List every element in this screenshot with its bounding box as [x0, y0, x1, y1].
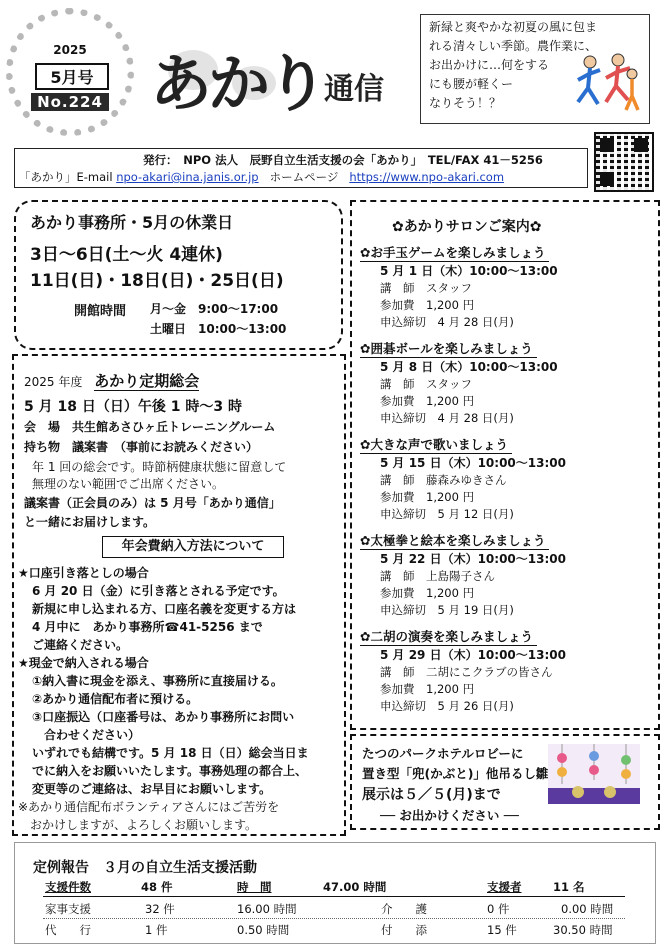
event-deadline: 申込締切 5 月 26 日(月) — [380, 699, 514, 713]
saturday-hours: 土曜日 10:00～13:00 — [150, 322, 287, 336]
event-date: 5 月 22 日（木）10:00～13:00 — [380, 552, 566, 566]
open-hours-label: 開館時間 — [74, 304, 127, 319]
event-lecturer: 講 師 藤森みゆきさん — [380, 473, 507, 487]
greeting-line: 新緑と爽やかな初夏の風に包ま — [429, 20, 598, 34]
event-fee: 参加費 1,200 円 — [380, 394, 475, 408]
publisher-bar — [14, 148, 588, 188]
report-cell: 0 件 — [487, 902, 510, 916]
email-label: 「あかり」E-mail — [19, 170, 113, 184]
event-deadline: 申込締切 5 月 19 日(月) — [380, 603, 514, 617]
salon-title: ✿あかりサロンご案内✿ — [392, 219, 542, 235]
event-fee: 参加費 1,200 円 — [380, 490, 475, 504]
report-head-label: 支援件数 — [45, 880, 91, 894]
fee-line: ★口座引き落としの場合 — [18, 566, 149, 580]
meeting-items: 持ち物 議案書 （事前にお読みください） — [24, 440, 259, 454]
hotel-line: たつのパークホテルロビーに — [362, 746, 524, 761]
closed-days-box — [14, 200, 343, 350]
event-fee: 参加費 1,200 円 — [380, 298, 475, 312]
greeting-line: れる清々しい季節。農作業に、 — [429, 39, 598, 53]
salon-event — [360, 242, 650, 331]
fee-line: 6 月 20 日（金）に引き落とされる予定です。 — [32, 584, 285, 598]
report-cell: 介 護 — [381, 902, 427, 916]
issue-number: No.224 — [31, 93, 109, 111]
report-title: 定例報告 ３月の自立生活支援活動 — [33, 860, 257, 876]
meeting-date: 5 月 18 日（日）午後 1 時～3 時 — [24, 399, 242, 415]
salon-event — [360, 530, 650, 619]
homepage-link[interactable]: https://www.npo-akari.com — [349, 170, 505, 184]
event-date: 5 月 1 日（木）10:00～13:00 — [380, 264, 558, 278]
salon-event — [360, 434, 650, 523]
report-head-value: 11 名 — [553, 880, 585, 894]
report-cell: 家事支援 — [45, 902, 91, 916]
hotel-line: ── お出かけください ── — [380, 808, 519, 823]
logo-main: あかり — [150, 47, 325, 120]
event-heading: ✿お手玉ゲームを楽しみましょう — [360, 243, 549, 262]
fee-line: ②あかり通信配布者に預ける。 — [32, 692, 199, 706]
hanging-dolls-picture — [548, 744, 640, 804]
qr-code-icon[interactable] — [594, 132, 654, 192]
greeting-line: にも腰が軽くー — [429, 77, 514, 91]
issue-year: 2025 — [53, 43, 87, 57]
fee-line: ご連絡ください。 — [32, 638, 129, 652]
report-head-label: 時 間 — [237, 880, 272, 894]
runners-illustration — [572, 52, 642, 118]
report-cell: 32 件 — [145, 902, 175, 916]
report-cell: 0.00 時間 — [561, 902, 614, 916]
event-deadline: 申込締切 5 月 12 日(月) — [380, 507, 514, 521]
publisher-info: 発行： NPO 法人 辰野自立生活支援の会「あかり」 TEL/FAX 41－5256 — [143, 153, 543, 167]
event-date: 5 月 15 日（木）10:00～13:00 — [380, 456, 566, 470]
meeting-note: 無理のない範囲でご出席ください。 — [32, 477, 225, 491]
salon-event — [360, 338, 650, 427]
fee-line: 4 月中に あかり事務所☎41-5256 まで — [32, 620, 263, 634]
report-cell: 0.50 時間 — [237, 923, 290, 937]
report-divider — [43, 896, 625, 897]
fee-line: おかけしますが、よろしくお願いします。 — [18, 818, 258, 832]
report-cell: 付 添 — [381, 923, 427, 937]
fiscal-year: 2025 年度 — [24, 375, 83, 389]
report-cell: 16.00 時間 — [237, 902, 297, 916]
event-date: 5 月 8 日（木）10:00～13:00 — [380, 360, 558, 374]
fee-line: でに納入をお願いいたします。事務処理の都合上、 — [32, 764, 308, 778]
event-heading: ✿囲碁ボールを楽しみましょう — [360, 339, 537, 358]
event-lecturer: 講 師 スタッフ — [380, 281, 472, 295]
event-deadline: 申込締切 4 月 28 日(月) — [380, 315, 514, 329]
report-cell: 15 件 — [487, 923, 517, 937]
fee-line: ①納入書に現金を添え、事務所に直接届ける。 — [32, 674, 283, 688]
report-cell: 30.50 時間 — [553, 923, 613, 937]
meeting-note: 年 1 回の総会です。時節柄健康状態に留意して — [32, 460, 287, 474]
email-link[interactable]: npo-akari@ina.janis.or.jp — [116, 170, 259, 184]
event-lecturer: 講 師 二胡にこクラブの皆さん — [380, 665, 553, 679]
event-fee: 参加費 1,200 円 — [380, 586, 475, 600]
issue-badge — [6, 8, 134, 136]
report-cell: 代 行 — [45, 923, 91, 937]
fee-line: ③口座振込（口座番号は、あかり事務所にお問い — [32, 710, 295, 724]
homepage-label: ホームページ — [269, 170, 339, 184]
fee-line: 合わせください） — [32, 728, 141, 742]
event-fee: 参加費 1,200 円 — [380, 682, 475, 696]
salon-event — [360, 626, 650, 715]
agenda-note: 議案書（正会員のみ）は 5 月号「あかり通信」 — [24, 496, 281, 510]
event-lecturer: 講 師 スタッフ — [380, 377, 472, 391]
contact-line — [19, 169, 504, 185]
logo-sub: 通信 — [324, 72, 385, 107]
event-date: 5 月 29 日（木）10:00～13:00 — [380, 648, 566, 662]
fee-payment-title: 年会費納入方法について — [102, 536, 284, 558]
event-heading: ✿太極拳と絵本を楽しみましょう — [360, 531, 549, 550]
meeting-heading — [24, 370, 199, 391]
event-heading: ✿二胡の演奏を楽しみましょう — [360, 627, 537, 646]
report-head-value: 47.00 時間 — [323, 880, 387, 894]
weekday-hours: 月～金 9:00～17:00 — [150, 302, 279, 316]
meeting-venue: 会 場 共生館あさひヶ丘トレーニングルーム — [24, 420, 276, 434]
issue-month: 5月号 — [35, 63, 109, 90]
closed-days-title: あかり事務所・5月の休業日 — [30, 213, 234, 232]
fee-line: いずれでも結構です。5 月 18 日（日）総会当日ま — [32, 746, 309, 760]
report-divider — [43, 918, 625, 919]
hotel-line: 置き型「兜(かぶと)」他吊るし雛 — [362, 766, 549, 781]
closed-days-line: 3日～6日(土～火 4連休) — [30, 245, 223, 265]
newsletter-logo — [150, 34, 384, 123]
hotel-exhibit-box — [350, 734, 660, 830]
report-head-label: 支援者 — [487, 880, 522, 894]
report-head-value: 48 件 — [141, 880, 173, 894]
monthly-report-box — [14, 842, 656, 944]
greeting-line: お出かけに…何をする — [429, 58, 550, 72]
closed-days-line: 11日(日)・18日(日)・25日(日) — [30, 271, 284, 291]
meeting-title: あかり定期総会 — [94, 372, 200, 390]
fee-line: ※あかり通信配布ボランティアさんにはご苦労を — [18, 800, 280, 814]
hotel-line: 展示は５／５(月)まで — [362, 787, 501, 803]
fee-line: 新規に申し込まれる方、口座名義を変更する方は — [32, 602, 297, 616]
event-deadline: 申込締切 4 月 28 日(月) — [380, 411, 514, 425]
event-lecturer: 講 師 上島陽子さん — [380, 569, 495, 583]
report-cell: 1 件 — [145, 923, 168, 937]
greeting-line: なりそう！？ — [429, 96, 502, 110]
salon-info-box — [350, 200, 660, 730]
agenda-note: と一緒にお届けします。 — [24, 515, 156, 529]
fee-line: ★現金で納入される場合 — [18, 656, 149, 670]
event-heading: ✿大きな声で歌いましょう — [360, 435, 512, 454]
general-meeting-box — [12, 354, 346, 836]
fee-line: 変更等のご連絡は、お早目にお願いします。 — [32, 782, 272, 796]
